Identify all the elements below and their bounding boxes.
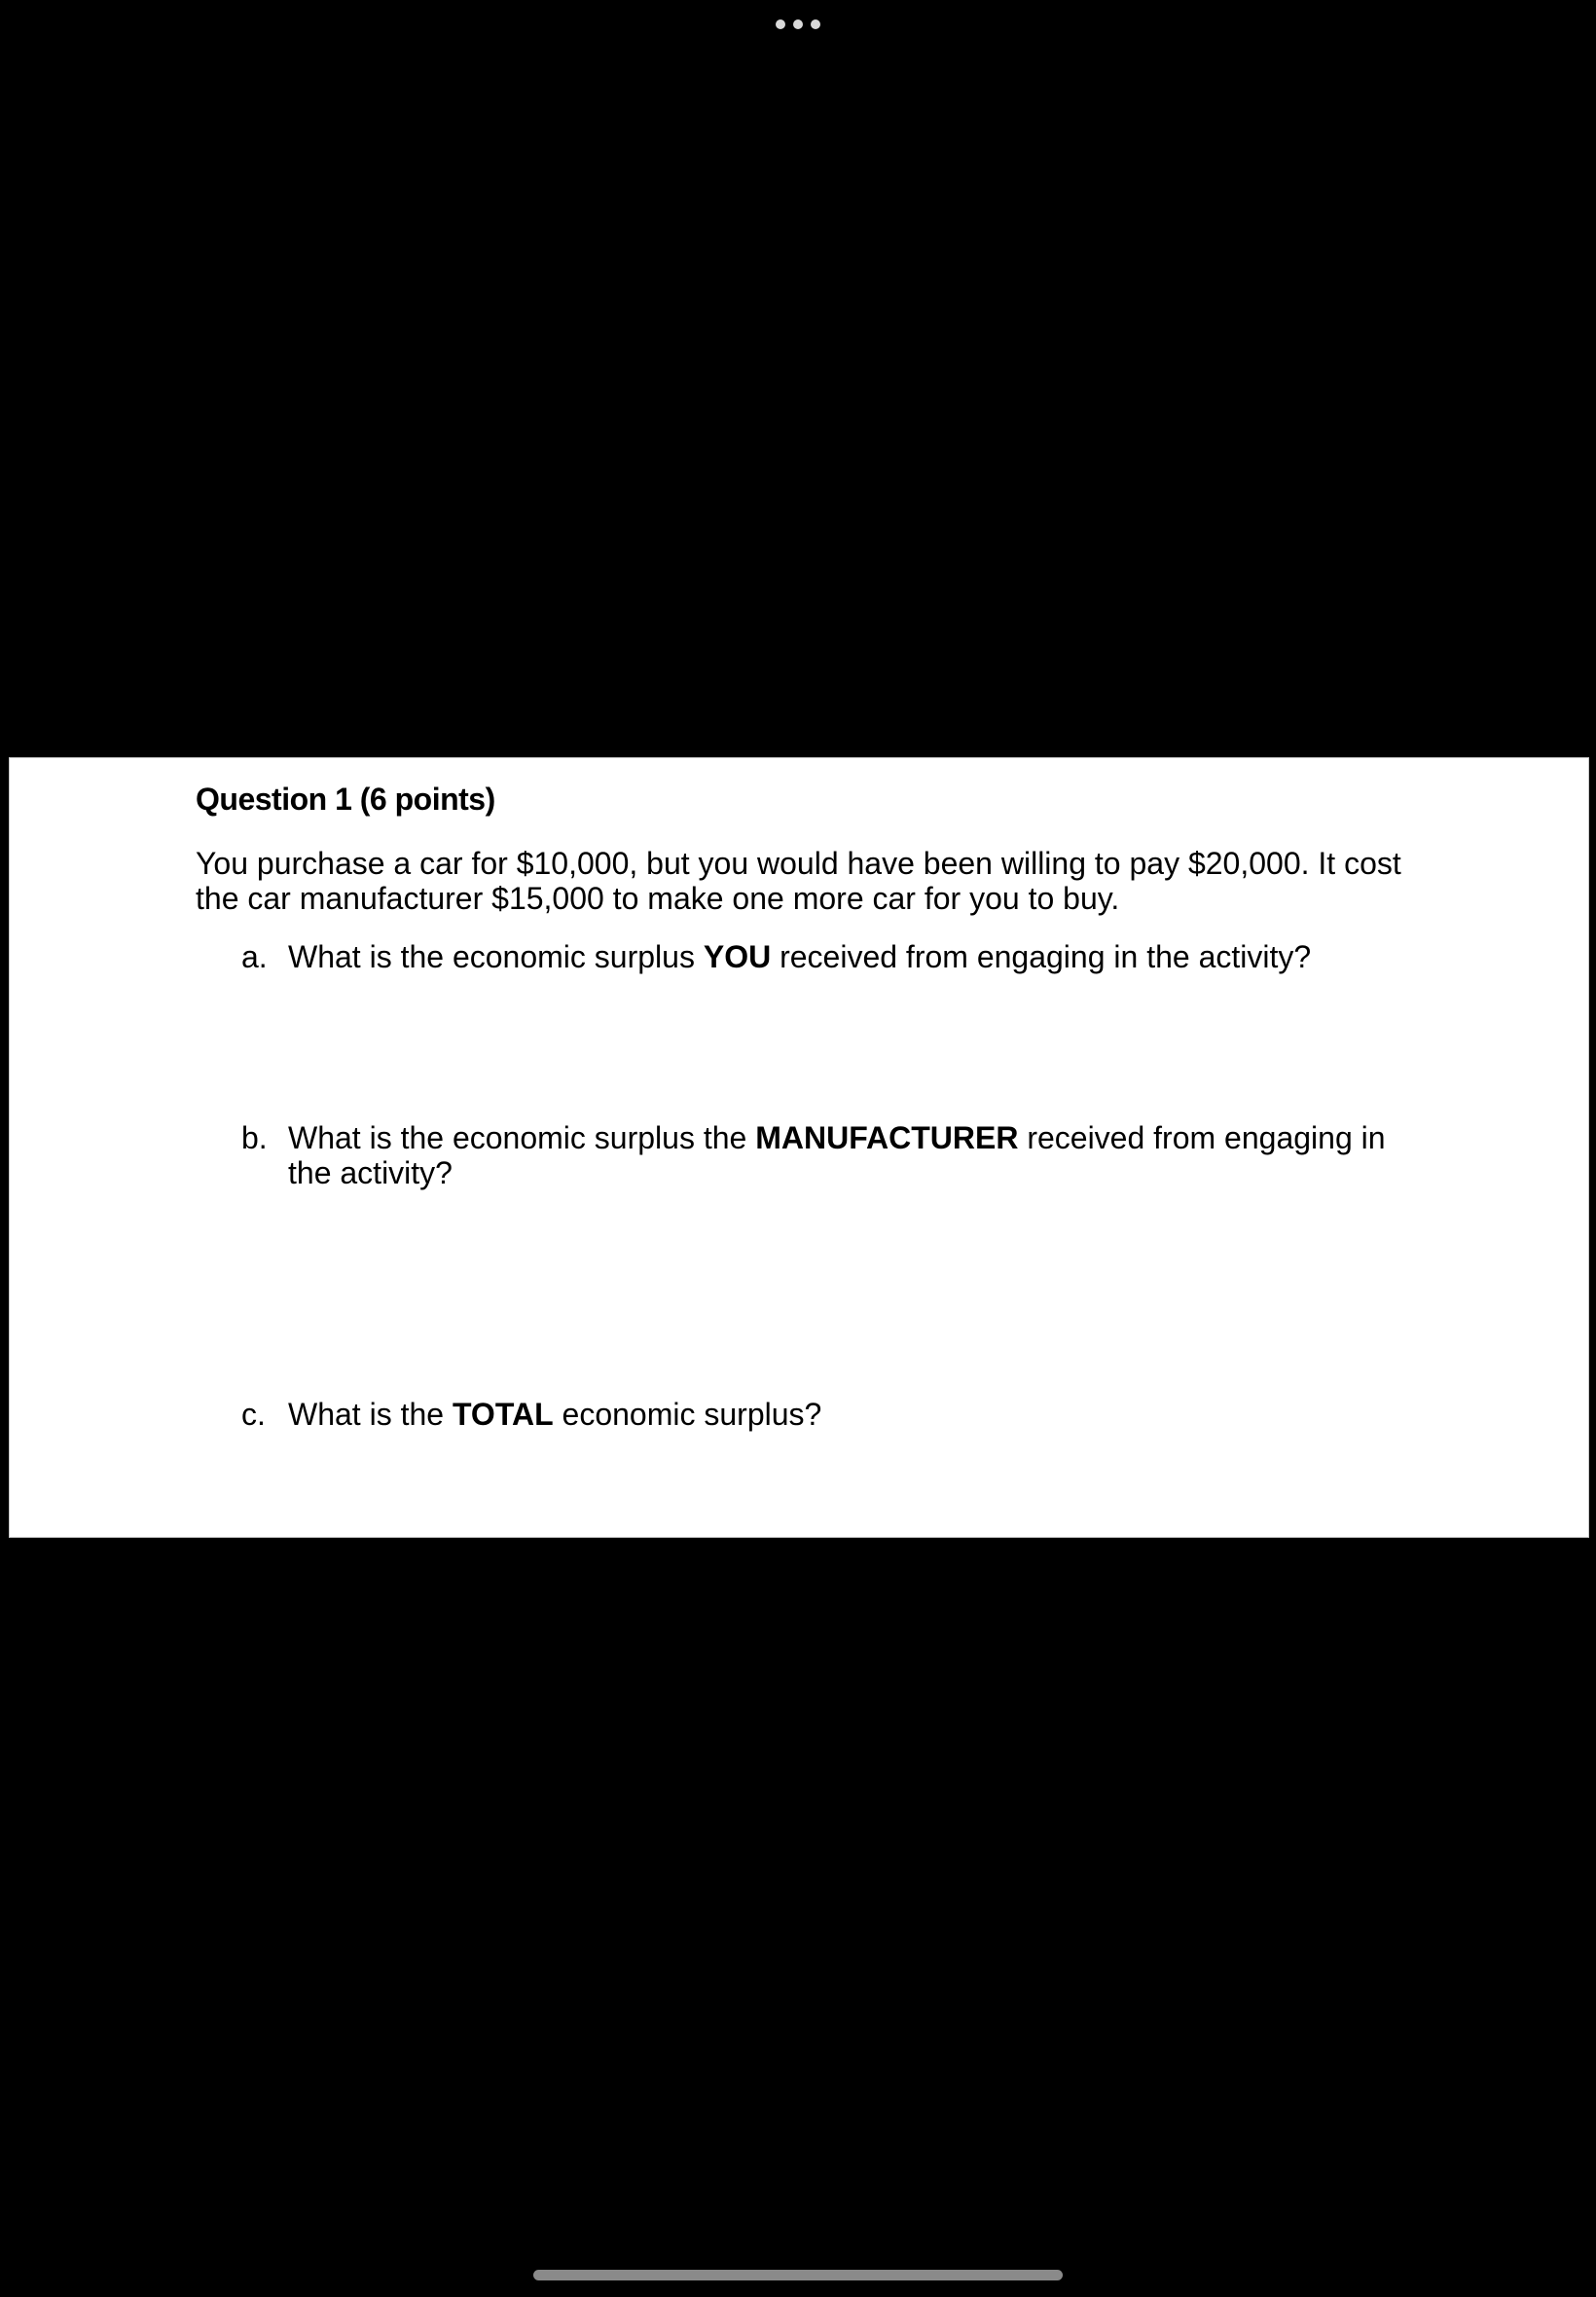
part-text-lead: What is the economic surplus the (288, 1120, 756, 1155)
part-text (288, 1397, 1419, 1432)
part-text-tail: received from engaging in the activity? (288, 1120, 1386, 1190)
dot-icon (793, 19, 803, 29)
part-text-emphasis: MANUFACTURER (755, 1120, 1019, 1155)
more-options-icon[interactable] (776, 18, 820, 31)
dot-icon (811, 19, 820, 29)
question-body: You purchase a car for $10,000, but you would have been willing to pay $20,000. It cost the car manufacturer $15,000 to make one more car for you to buy. (196, 846, 1401, 916)
part-text-lead: What is the (288, 1397, 453, 1432)
part-marker: b. (241, 1120, 268, 1155)
question-part-a (241, 939, 1419, 974)
question-title: Question 1 (6 points) (196, 782, 495, 817)
part-text-tail: economic surplus? (553, 1397, 822, 1432)
part-marker: c. (241, 1397, 266, 1432)
part-marker: a. (241, 939, 268, 974)
part-text (288, 939, 1419, 974)
question-part-b (241, 1120, 1419, 1190)
part-text (288, 1120, 1419, 1190)
part-text-tail: received from engaging in the activity? (771, 939, 1312, 974)
dot-icon (776, 19, 785, 29)
question-part-c (241, 1397, 1419, 1432)
question-document (9, 757, 1589, 1538)
part-text-emphasis: TOTAL (452, 1397, 554, 1432)
part-text-lead: What is the economic surplus (288, 939, 704, 974)
home-indicator[interactable] (533, 2270, 1063, 2280)
part-text-emphasis: YOU (703, 939, 772, 974)
